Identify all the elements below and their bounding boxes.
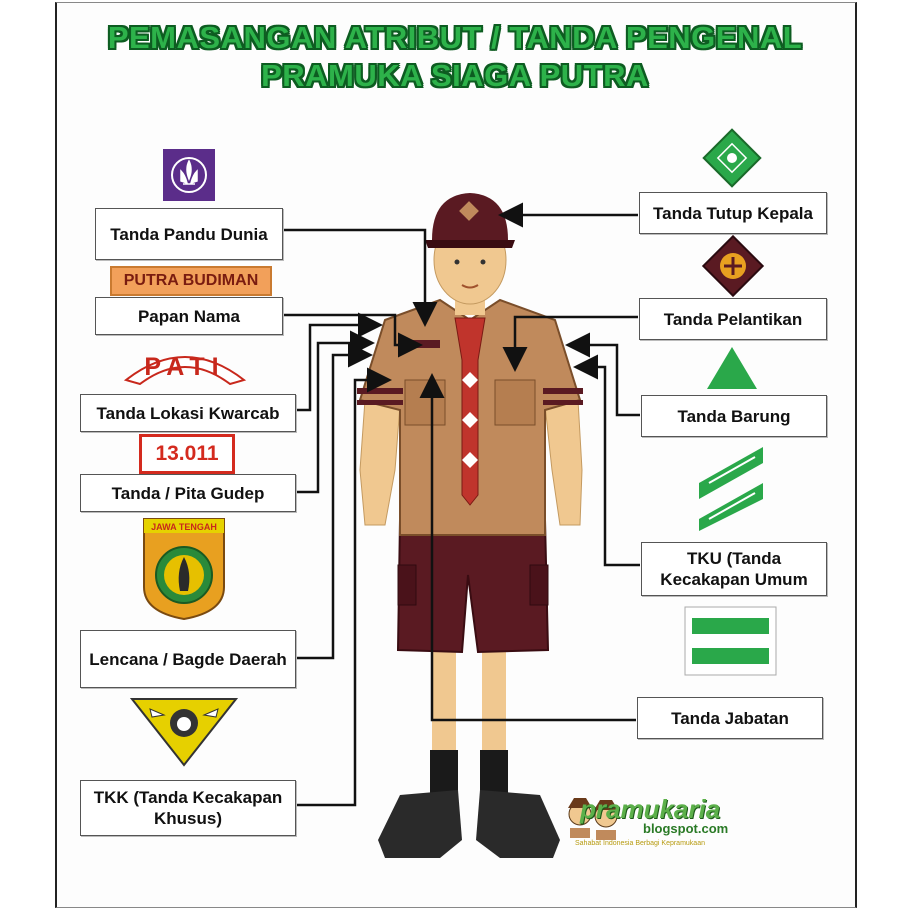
patrol-badge-icon: [705, 345, 759, 391]
tku-badge-icon: [695, 443, 767, 533]
label-pelantikan: Tanda Pelantikan: [639, 298, 827, 340]
label-pandu-dunia: Tanda Pandu Dunia: [95, 208, 283, 260]
cap-badge-icon: [698, 124, 766, 192]
position-badge-icon: [684, 606, 777, 676]
line-pita-gudep: [293, 343, 370, 492]
label-tku: TKU (Tanda Kecakapan Umum: [641, 542, 827, 596]
line-lencana-daerah: [293, 355, 368, 658]
label-barung: Tanda Barung: [641, 395, 827, 437]
logo-url: blogspot.com: [643, 821, 729, 836]
logo-tagline: Sahabat Indonesia Berbagi Kepramukaan: [575, 840, 705, 847]
title-line-2: PRAMUKA SIAGA PUTRA: [261, 58, 649, 93]
line-pandu-dunia: [280, 230, 425, 322]
region-badge-icon: [142, 517, 226, 621]
label-tutup-kepala: Tanda Tutup Kepala: [639, 192, 827, 234]
line-lokasi-kwarcab: [293, 325, 378, 410]
label-lencana-daerah: Lencana / Bagde Daerah: [80, 630, 296, 688]
gudep-number-badge: 13.011: [139, 434, 235, 474]
tkk-badge-icon: [130, 697, 238, 767]
inauguration-badge-icon: [700, 233, 766, 299]
label-papan-nama: Papan Nama: [95, 297, 283, 335]
location-badge-text: PATI: [144, 353, 226, 381]
location-badge: [120, 340, 250, 385]
line-papan-nama: [280, 315, 418, 345]
line-pelantikan: [515, 317, 638, 367]
label-pita-gudep: Tanda / Pita Gudep: [80, 474, 296, 512]
world-scout-badge-icon: [163, 149, 215, 201]
label-jabatan: Tanda Jabatan: [637, 697, 823, 739]
line-tkk: [293, 380, 387, 805]
name-tag-badge: PUTRA BUDIMAN: [110, 266, 272, 296]
label-tkk: TKK (Tanda Kecakapan Khusus): [80, 780, 296, 836]
label-lokasi-kwarcab: Tanda Lokasi Kwarcab: [80, 394, 296, 432]
region-badge-text: JAWA TENGAH: [151, 522, 217, 532]
logo-name: pramukaria: [580, 794, 721, 824]
title-line-1: PEMASANGAN ATRIBUT / TANDA PENGENAL: [107, 20, 803, 55]
line-tku: [578, 367, 640, 565]
